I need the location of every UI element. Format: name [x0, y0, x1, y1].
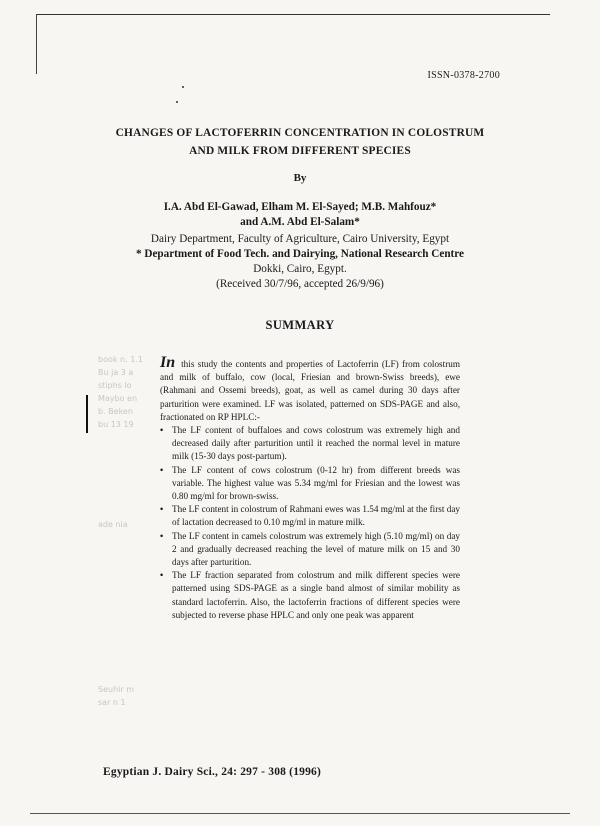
summary-heading: SUMMARY — [265, 318, 335, 332]
finding-item: • The LF content in camels colostrum was extremely high (5.10 mg/ml) on day 2 and gradually decreased reaching the level of mature milk on 15 and 30 days after parturition. — [160, 530, 460, 570]
findings-list — [160, 424, 460, 622]
intro-text: this study the contents and properties of Lactoferrin (LF) from colostrum and milk of buffalo, cow (local, Friesian and brown-Swiss breeds), ewe (Rahmani and Ossemi breeds), goat, as well as camel during 30 days after parturition were examined. LF was isolated, patterned on SDS-PAGE and also, fractionated on RP HPLC:- — [160, 359, 460, 422]
affiliation-line: Dairy Department, Faculty of Agriculture, Cairo University, Egypt — [150, 233, 450, 245]
author-line: and A.M. Abd El-Salam* — [240, 216, 360, 228]
received-dates: (Received 30/7/96, accepted 26/9/96) — [216, 278, 384, 290]
margin-mark — [86, 395, 88, 433]
by-label: By — [293, 172, 307, 184]
finding-item: • The LF content of buffaloes and cows colostrum was extremely high and decreased daily after parturition until it reached the normal level in mature milk (15-30 days post-partum). — [160, 424, 460, 464]
paper-title — [60, 124, 540, 160]
speck — [182, 86, 184, 88]
affiliations — [60, 232, 540, 292]
title-line: AND MILK FROM DIFFERENT SPECIES — [189, 145, 411, 157]
scan-border-bottom — [30, 813, 570, 814]
author-line: I.A. Abd El-Gawad, Elham M. El-Sayed; M.B. Mahfouz* — [163, 201, 437, 213]
title-line: CHANGES OF LACTOFERRIN CONCENTRATION IN COLOSTRUM — [115, 127, 485, 139]
finding-item: • The LF content in colostrum of Rahmani ewes was 1.54 mg/ml at the first day of lactation decreased to 0.10 mg/ml in mature milk. — [160, 503, 460, 529]
affiliation-line: Dokki, Cairo, Egypt. — [253, 263, 347, 275]
finding-item: • The LF fraction separated from colostrum and milk different species were patterned using SDS-PAGE as a single band almost of similar mobility as standard lactoferrin. Also, the lactoferrin fractions of different species were subjected to reverse phase HPLC and only one peak was apparent — [160, 569, 460, 622]
journal-citation: Egyptian J. Dairy Sci., 24: 297 - 308 (1996) — [103, 766, 322, 778]
scan-border-top — [36, 14, 550, 15]
bleed-through-text: Bu ja 3 a — [98, 368, 134, 377]
author-list — [60, 200, 540, 230]
bleed-through-text: sar n 1 — [98, 698, 126, 707]
bleed-through-text: book n. 1.1 — [98, 355, 143, 364]
bleed-through-text: bu 13 19 — [98, 420, 134, 429]
bleed-through-text: Seuhir m — [98, 685, 134, 694]
affiliation-line: * Department of Food Tech. and Dairying, National Research Centre — [135, 248, 465, 260]
bleed-through-text: stiphs lo — [98, 381, 132, 390]
bleed-through-text: Maybo en — [98, 394, 138, 403]
summary-intro — [160, 356, 460, 424]
drop-cap: In — [160, 354, 176, 371]
bleed-through-text: b. Beken — [98, 407, 133, 416]
bleed-through-text: ade nia — [98, 520, 128, 529]
scan-border-left — [36, 14, 37, 74]
speck — [176, 101, 178, 103]
finding-item: • The LF content of cows colostrum (0-12 hr) from different breeds was variable. The highest value was 5.34 mg/ml for Friesian and the lowest was 0.80 mg/ml for brown-swiss. — [160, 464, 460, 504]
issn-number: ISSN-0378-2700 — [427, 70, 500, 81]
summary-body — [160, 356, 460, 622]
